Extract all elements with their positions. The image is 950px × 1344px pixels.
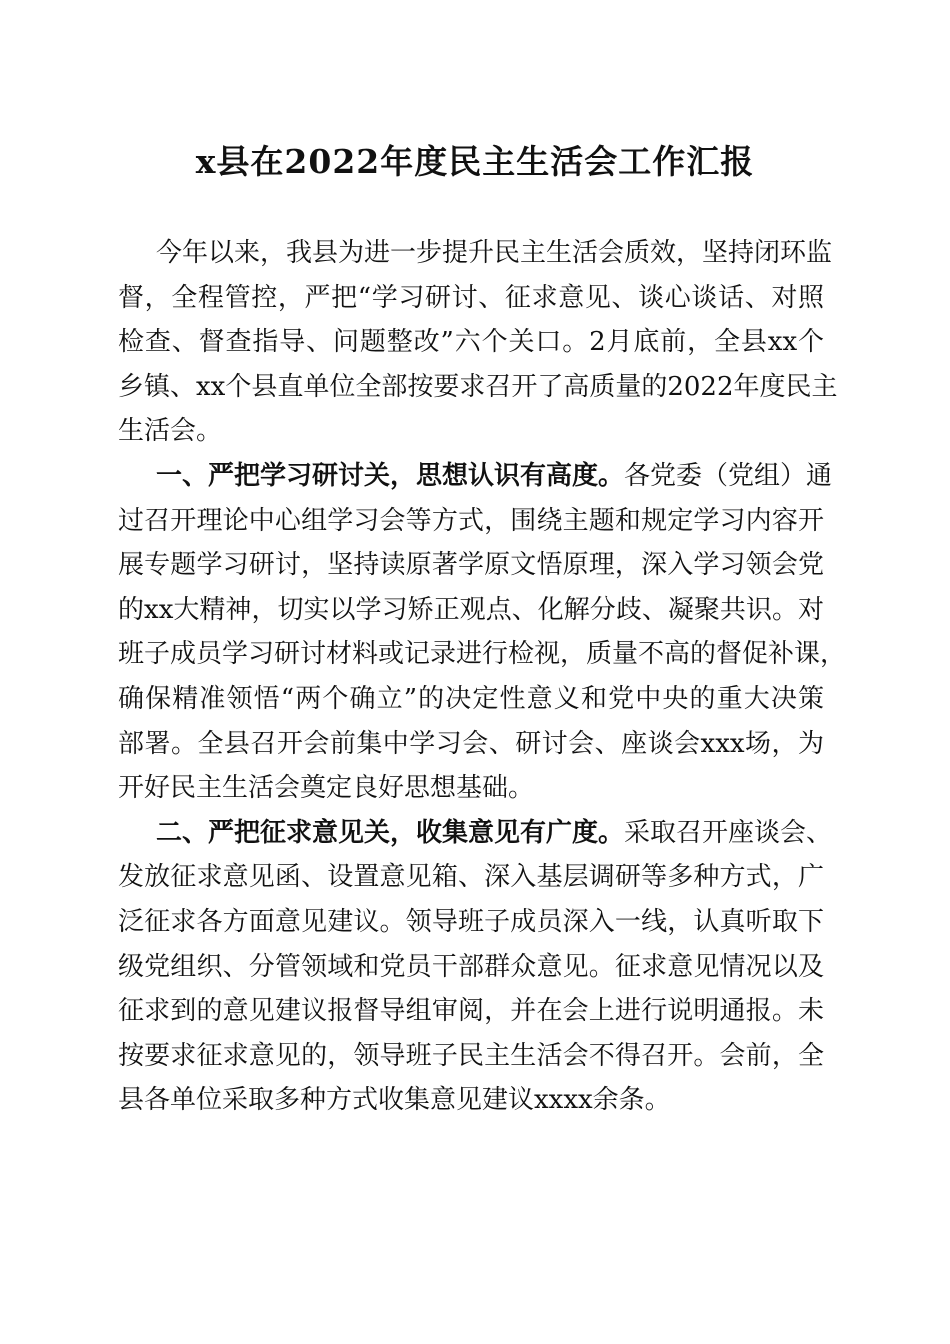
text-line: 班子成员学习研讨材料或记录进行检视，质量不高的督促补课， [118,639,847,670]
document-body [118,231,847,1123]
text-line [118,811,833,856]
text-line: 展专题学习研讨，坚持读原著学原文悟原理，深入学习领会党 [118,550,824,581]
text-line: 县各单位采取多种方式收集意见建议xxxx余条。 [118,1085,671,1116]
text-line: 开好民主生活会奠定良好思想基础。 [118,773,535,804]
text-line: 生活会。 [118,416,223,447]
text-line: 今年以来，我县为进一步提升民主生活会质效，坚持闭环监 [156,238,833,268]
document-title: x县在2022年度民主生活会工作汇报 [195,142,755,181]
text-line: 检查、督查指导、问题整改”六个关口。2月底前，全县xx个 [118,327,824,358]
text-line: 确保精准领悟“两个确立”的决定性意义和党中央的重大决策 [118,683,824,714]
text-line: 乡镇、xx个县直单位全部按要求召开了高质量的2022年度民主 [118,371,838,402]
paragraph-section-2 [118,811,833,1123]
text-line: 级党组织、分管领域和党员干部群众意见。征求意见情况以及 [118,951,824,982]
text-line: 征求到的意见建议报督导组审阅，并在会上进行说明通报。未 [118,996,824,1027]
text-line: 督，全程管控，严把“学习研讨、征求意见、谈心谈话、对照 [118,282,824,313]
text-line: 过召开理论中心组学习会等方式，围绕主题和规定学习内容开 [118,505,824,536]
paragraph-section-1 [118,454,847,811]
text-line: 的xx大精神，切实以学习矫正观点、化解分歧、凝聚共识。对 [118,594,824,625]
section-heading: 一、严把学习研讨关，思想认识有高度。 [156,460,625,491]
text-line: 泛征求各方面意见建议。领导班子成员深入一线，认真听取下 [118,906,824,937]
text-line: 部署。全县召开会前集中学习会、研讨会、座谈会xxx场，为 [118,728,824,759]
paragraph-intro [118,231,838,454]
section-heading: 二、严把征求意见关，收集意见有广度。 [156,817,625,848]
text-line: 按要求征求意见的，领导班子民主生活会不得召开。会前，全 [118,1040,824,1071]
text-run: 各党委（党组）通 [624,460,833,491]
text-run: 采取召开座谈会、 [624,817,833,848]
text-line [118,454,833,499]
text-line: 发放征求意见函、设置意见箱、深入基层调研等多种方式，广 [118,862,824,893]
